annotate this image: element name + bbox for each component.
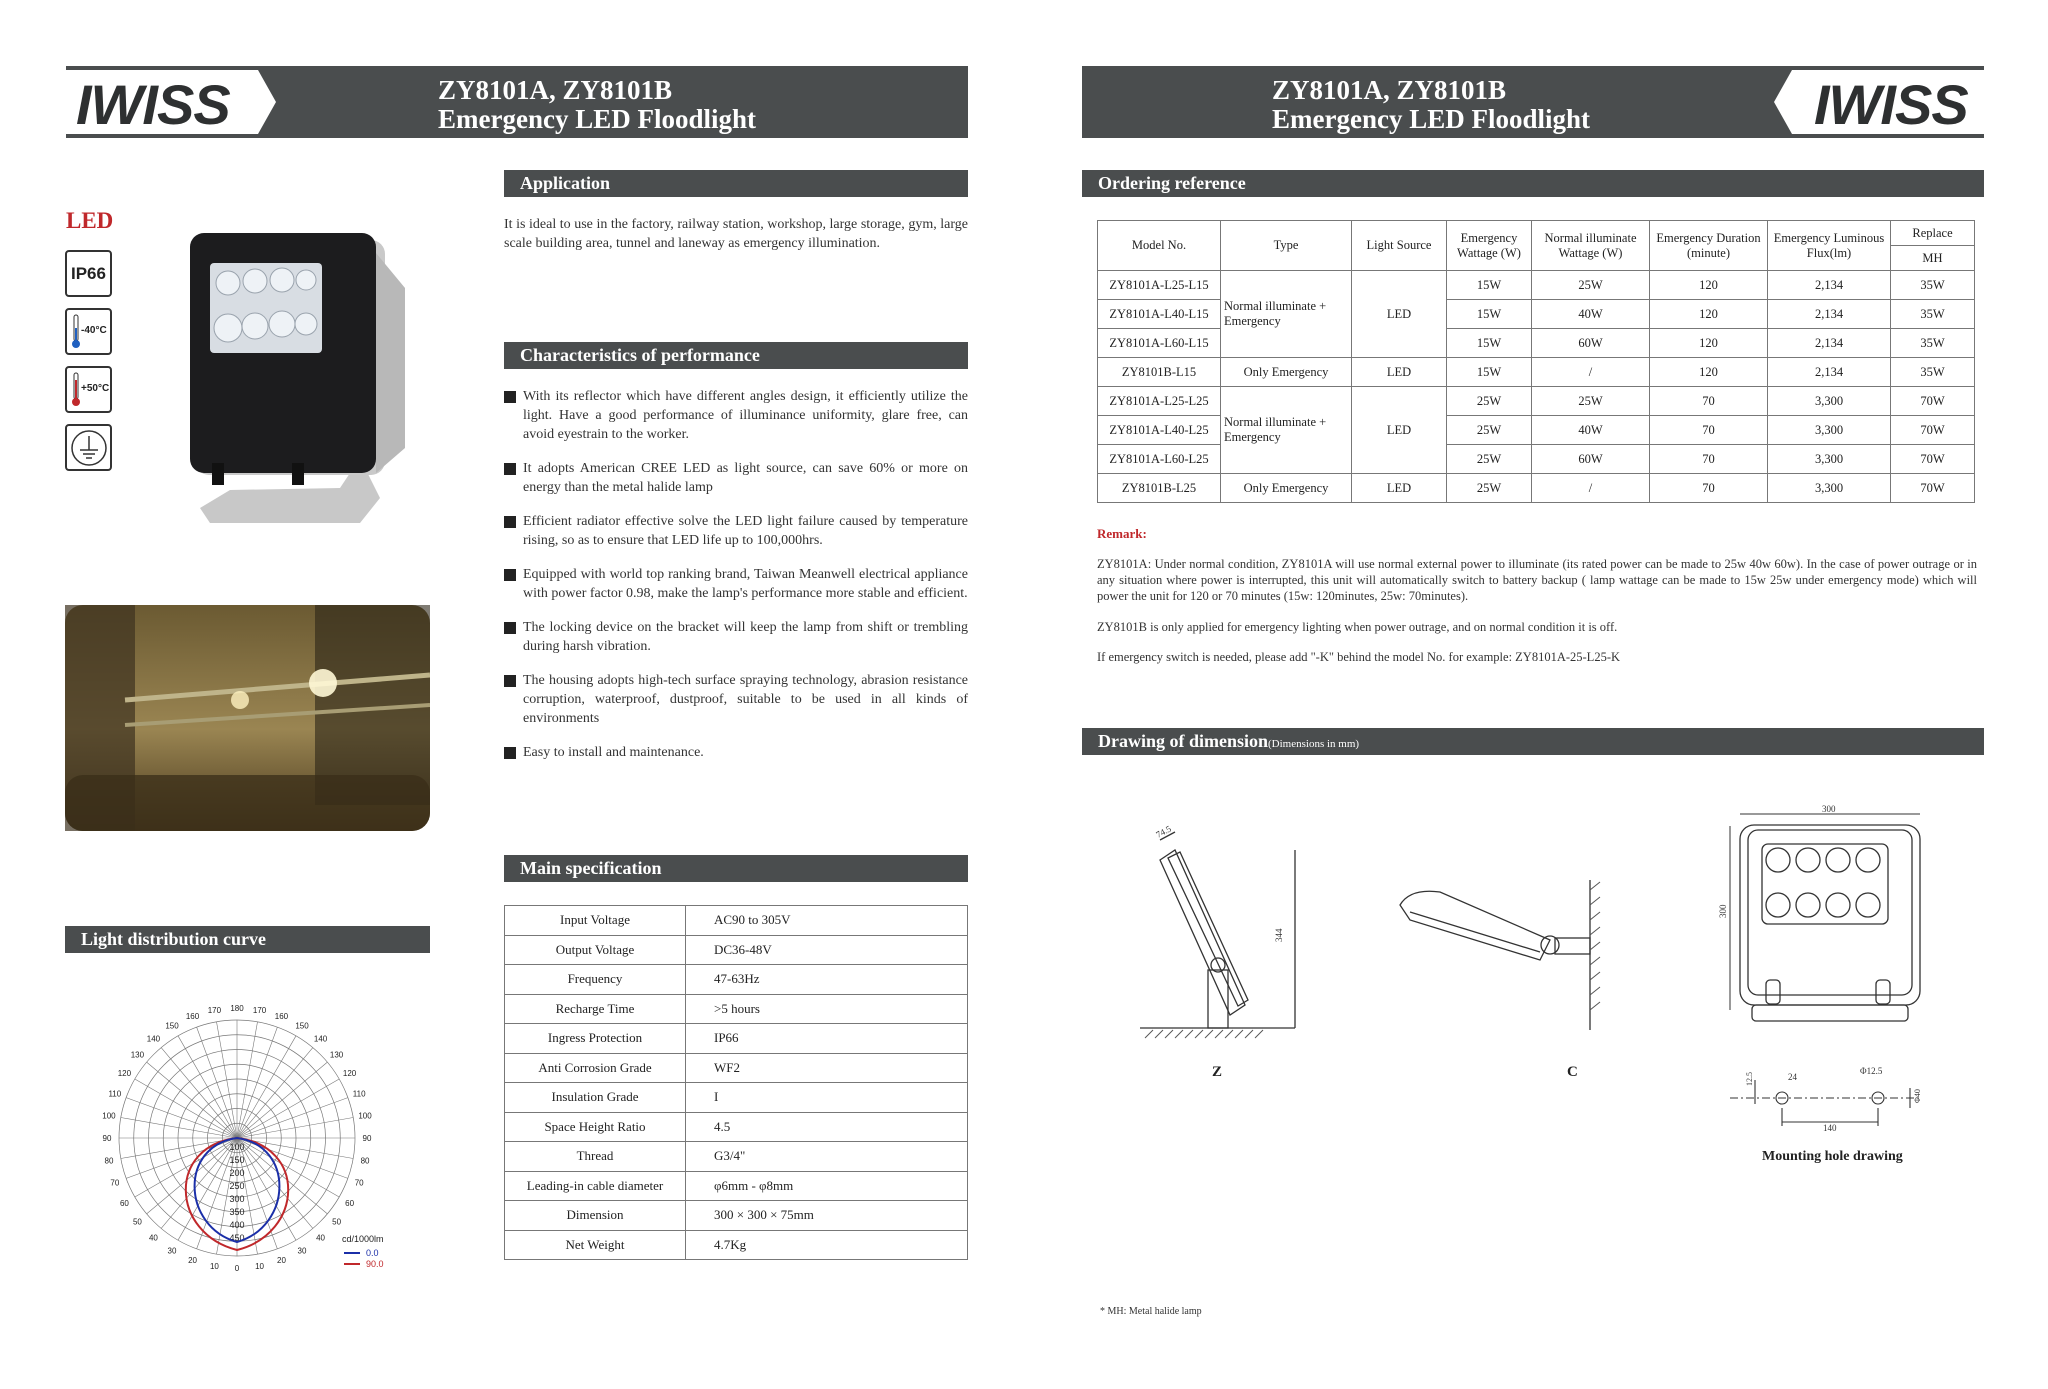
- type-cell: Normal illuminate + Emergency: [1221, 387, 1352, 474]
- polar-angle-label: 60: [345, 1199, 355, 1208]
- col-replace: Replace: [1891, 221, 1975, 246]
- high-temp-badge: +50°C: [65, 366, 112, 413]
- polar-angle-label: 110: [108, 1089, 122, 1099]
- list-item: It adopts American CREE LED as light source, can save 60% or more on energy than the metal halide lamp: [504, 459, 968, 497]
- table-row: [505, 965, 968, 995]
- polar-angle-label: 120: [342, 1069, 357, 1078]
- spec-value: 300 × 300 × 75mm: [686, 1201, 968, 1231]
- col-duration: Emergency Duration (minute): [1650, 221, 1768, 271]
- polar-radial-label: 200: [229, 1168, 245, 1178]
- spec-key: Dimension: [505, 1201, 686, 1231]
- polar-angle-label: 30: [297, 1246, 307, 1256]
- table-row: [1098, 271, 1975, 300]
- polar-angle-label: 100: [358, 1111, 372, 1121]
- led-label: LED: [66, 208, 114, 233]
- polar-angle-label: 50: [332, 1217, 342, 1227]
- polar-radial-label: 350: [229, 1207, 245, 1217]
- source-cell: LED: [1352, 358, 1447, 387]
- main-spec-table: [504, 905, 968, 1260]
- spec-key: Thread: [505, 1142, 686, 1172]
- ordering-section-header: Ordering reference: [1082, 170, 1984, 197]
- value-cell: 25W: [1447, 387, 1532, 416]
- source-cell: LED: [1352, 387, 1447, 474]
- col-norm-watt: Normal illuminate Wattage (W): [1532, 221, 1650, 271]
- polar-angle-label: 10: [209, 1262, 219, 1272]
- main-spec-section-header: Main specification: [504, 855, 968, 882]
- value-cell: /: [1532, 358, 1650, 387]
- polar-angle-label: 130: [130, 1050, 145, 1060]
- value-cell: 40W: [1532, 416, 1650, 445]
- polar-angle-label: 90: [362, 1134, 372, 1143]
- value-cell: 70W: [1891, 416, 1975, 445]
- polar-angle-label: 170: [252, 1005, 267, 1015]
- value-cell: 25W: [1532, 387, 1650, 416]
- polar-angle-label: 90: [102, 1134, 112, 1143]
- polar-angle-label: 80: [104, 1156, 114, 1166]
- value-cell: 70: [1650, 474, 1768, 503]
- spec-key: Recharge Time: [505, 994, 686, 1024]
- spec-value: IP66: [686, 1024, 968, 1054]
- value-cell: 3,300: [1768, 474, 1891, 503]
- spec-key: Input Voltage: [505, 906, 686, 936]
- value-cell: 25W: [1532, 271, 1650, 300]
- legend-label: 0.0: [366, 1248, 379, 1258]
- type-cell: Normal illuminate + Emergency: [1221, 271, 1352, 358]
- side-view-c-drawing: [1390, 870, 1615, 1035]
- application-section-header: Application: [504, 170, 968, 197]
- value-cell: 2,134: [1768, 300, 1891, 329]
- model-cell: ZY8101A-L25-L15: [1098, 271, 1221, 300]
- spec-key: Insulation Grade: [505, 1083, 686, 1113]
- dim-24-label: 24: [1788, 1072, 1797, 1082]
- list-item: The locking device on the bracket will keep the lamp from shift or trembling during harsh vibration.: [504, 618, 968, 656]
- value-cell: 15W: [1447, 271, 1532, 300]
- polar-angle-label: 40: [148, 1233, 158, 1243]
- value-cell: 15W: [1447, 358, 1532, 387]
- list-item: Efficient radiator effective solve the LED light failure caused by temperature rising, so as to ensure that LED life up to 100,000hrs.: [504, 512, 968, 550]
- type-cell: Only Emergency: [1221, 474, 1352, 503]
- polar-radial-label: 300: [229, 1194, 245, 1204]
- dim-phi-12-5-label: Φ12.5: [1860, 1066, 1883, 1076]
- spec-value: φ6mm - φ8mm: [686, 1171, 968, 1201]
- application-text: It is ideal to use in the factory, railway station, workshop, large storage, gym, large scale building area, tunnel and laneway as emergency illumination.: [504, 217, 968, 251]
- ground-symbol-icon: [69, 428, 109, 468]
- polar-angle-label: 130: [329, 1050, 344, 1060]
- model-cell: ZY8101B-L15: [1098, 358, 1221, 387]
- list-item: The housing adopts high-tech surface spraying technology, abrasion resistance corruption, waterproof, dustproof, suitable to be used in all kinds of environments: [504, 671, 968, 728]
- model-cell: ZY8101A-L40-L25: [1098, 416, 1221, 445]
- dim-344-label: 344: [1274, 928, 1284, 942]
- polar-angle-label: 100: [102, 1111, 116, 1121]
- ip-rating-badge: IP66: [65, 250, 112, 297]
- model-cell: ZY8101A-L25-L25: [1098, 387, 1221, 416]
- col-mh: MH: [1891, 246, 1975, 271]
- right-header-title: ZY8101A, ZY8101B Emergency LED Floodlight: [1272, 75, 1590, 134]
- drawing-section-header: Drawing of dimension(Dimensions in mm): [1082, 728, 1984, 755]
- polar-angle-label: 20: [277, 1256, 286, 1266]
- left-header-title: ZY8101A, ZY8101B Emergency LED Floodlight: [438, 75, 756, 134]
- value-cell: 120: [1650, 300, 1768, 329]
- value-cell: 3,300: [1768, 416, 1891, 445]
- characteristics-section-header: Characteristics of performance: [504, 342, 968, 369]
- polar-angle-label: 120: [117, 1069, 132, 1078]
- spec-key: Leading-in cable diameter: [505, 1171, 686, 1201]
- model-cell: ZY8101A-L60-L25: [1098, 445, 1221, 474]
- value-cell: 25W: [1447, 474, 1532, 503]
- dim-74-5-label: 74.5: [1154, 823, 1173, 840]
- mounting-hole-drawing: [1730, 1058, 1930, 1138]
- dim-12-5-label: 12.5: [1745, 1072, 1754, 1086]
- polar-angle-label: 140: [146, 1034, 161, 1044]
- ordering-table: [1097, 220, 1975, 503]
- spec-key: Anti Corrosion Grade: [505, 1053, 686, 1083]
- polar-angle-label: 60: [119, 1199, 129, 1208]
- polar-angle-label: 170: [207, 1005, 222, 1015]
- table-row: [505, 1142, 968, 1172]
- factory-scene-photo: [65, 605, 430, 831]
- polar-angle-label: 80: [360, 1156, 370, 1166]
- value-cell: 70: [1650, 387, 1768, 416]
- polar-angle-label: 30: [167, 1246, 177, 1256]
- col-flux: Emergency Luminous Flux(lm): [1768, 221, 1891, 271]
- footnote-mh: * MH: Metal halide lamp: [1100, 1306, 1202, 1317]
- spec-value: >5 hours: [686, 994, 968, 1024]
- value-cell: 70W: [1891, 445, 1975, 474]
- spec-value: AC90 to 305V: [686, 906, 968, 936]
- model-cell: ZY8101A-L60-L15: [1098, 329, 1221, 358]
- side-view-z-drawing: [1140, 820, 1310, 1050]
- list-item: Easy to install and maintenance.: [504, 743, 968, 762]
- list-item: Equipped with world top ranking brand, Taiwan Meanwell electrical appliance with power factor 0.98, make the lamp's performance more stable and efficient.: [504, 565, 968, 603]
- source-cell: LED: [1352, 271, 1447, 358]
- spec-key: Net Weight: [505, 1230, 686, 1260]
- value-cell: 120: [1650, 271, 1768, 300]
- ground-badge: [65, 424, 112, 471]
- value-cell: 2,134: [1768, 358, 1891, 387]
- low-temp-badge: -40°C: [65, 308, 112, 355]
- polar-radial-label: 250: [229, 1181, 245, 1191]
- col-source: Light Source: [1352, 221, 1447, 271]
- table-row: [505, 935, 968, 965]
- polar-angle-label: 10: [255, 1262, 265, 1272]
- table-row: [505, 994, 968, 1024]
- view-z-label: Z: [1212, 1064, 1223, 1080]
- spec-value: G3/4": [686, 1142, 968, 1172]
- table-row: [505, 1201, 968, 1231]
- table-row: [1098, 387, 1975, 416]
- product-floodlight-image: [190, 228, 410, 523]
- light-distribution-polar-chart: [92, 990, 412, 1280]
- value-cell: 3,300: [1768, 445, 1891, 474]
- dim-300-width-label: 300: [1822, 804, 1836, 814]
- polar-angle-label: 140: [313, 1034, 328, 1044]
- remark-paragraph-2: ZY8101B is only applied for emergency lighting when power outrage, and on normal condition it is off.: [1097, 620, 1618, 634]
- value-cell: 120: [1650, 358, 1768, 387]
- source-cell: LED: [1352, 474, 1447, 503]
- type-cell: Only Emergency: [1221, 358, 1352, 387]
- table-row: [505, 1230, 968, 1260]
- polar-radial-label: 450: [229, 1233, 245, 1243]
- col-model: Model No.: [1098, 221, 1221, 271]
- spec-value: 4.7Kg: [686, 1230, 968, 1260]
- value-cell: 2,134: [1768, 271, 1891, 300]
- value-cell: 35W: [1891, 300, 1975, 329]
- spec-value: WF2: [686, 1053, 968, 1083]
- value-cell: 25W: [1447, 416, 1532, 445]
- table-row: [505, 1112, 968, 1142]
- col-type: Type: [1221, 221, 1352, 271]
- spec-key: Output Voltage: [505, 935, 686, 965]
- value-cell: 2,134: [1768, 329, 1891, 358]
- dim-phi-40-label: Φ40: [1913, 1089, 1922, 1103]
- value-cell: 70W: [1891, 474, 1975, 503]
- dim-300-height-label: 300: [1718, 904, 1728, 918]
- polar-angle-label: 160: [185, 1011, 200, 1021]
- spec-value: DC36-48V: [686, 935, 968, 965]
- remark-paragraph-3: If emergency switch is needed, please add "-K" behind the model No. for example: ZY8101A-25-L25-K: [1097, 650, 1621, 664]
- polar-radial-label: 150: [229, 1155, 245, 1165]
- mounting-hole-caption: Mounting hole drawing: [1762, 1149, 1903, 1164]
- value-cell: 35W: [1891, 329, 1975, 358]
- table-row: [505, 1171, 968, 1201]
- spec-value: I: [686, 1083, 968, 1113]
- polar-unit-label: cd/1000lm: [342, 1234, 384, 1244]
- model-cell: ZY8101A-L40-L15: [1098, 300, 1221, 329]
- value-cell: /: [1532, 474, 1650, 503]
- brand-logo: IWISS: [76, 73, 230, 136]
- value-cell: 35W: [1891, 271, 1975, 300]
- value-cell: 15W: [1447, 329, 1532, 358]
- table-row: [505, 1024, 968, 1054]
- value-cell: 70: [1650, 445, 1768, 474]
- value-cell: 15W: [1447, 300, 1532, 329]
- table-row: [505, 906, 968, 936]
- view-c-label: C: [1567, 1064, 1578, 1080]
- polar-angle-label: 70: [354, 1178, 364, 1188]
- dim-140-label: 140: [1823, 1123, 1837, 1133]
- polar-angle-label: 160: [274, 1011, 289, 1021]
- remark-paragraph-1: ZY8101A: Under normal condition, ZY8101A will use normal external power to illuminate (its rated power can be made to 25w 40w 60w). In the case of power outrage or in any situation where power is interrupted, this unit will automatically switch to battery backup ( lamp wattage can be made to 15w 25w under emergency mode) which will power the unit for 120 or 70 minutes (15w: 120minutes, 25w: 70minutes).: [1097, 557, 1977, 603]
- value-cell: 60W: [1532, 329, 1650, 358]
- polar-angle-label: 150: [165, 1021, 179, 1031]
- spec-value: 47-63Hz: [686, 965, 968, 995]
- list-item: With its reflector which have different angles design, it efficiently utilize the light. Have a good performance of illuminance uniformity, glare free, can avoid eyestrain to the worker.: [504, 387, 968, 444]
- spec-value: 4.5: [686, 1112, 968, 1142]
- polar-angle-label: 40: [316, 1233, 326, 1243]
- spec-key: Space Height Ratio: [505, 1112, 686, 1142]
- value-cell: 60W: [1532, 445, 1650, 474]
- light-distribution-section-header: Light distribution curve: [65, 926, 430, 953]
- value-cell: 35W: [1891, 358, 1975, 387]
- value-cell: 25W: [1447, 445, 1532, 474]
- remark-title: Remark:: [1097, 526, 1147, 541]
- polar-angle-label: 0: [234, 1264, 240, 1273]
- characteristics-list: [504, 387, 968, 777]
- polar-radial-label: 400: [229, 1220, 245, 1230]
- polar-angle-label: 50: [132, 1217, 142, 1227]
- value-cell: 120: [1650, 329, 1768, 358]
- model-cell: ZY8101B-L25: [1098, 474, 1221, 503]
- polar-angle-label: 150: [295, 1021, 309, 1031]
- table-row: [505, 1083, 968, 1113]
- value-cell: 3,300: [1768, 387, 1891, 416]
- value-cell: 70: [1650, 416, 1768, 445]
- polar-angle-label: 180: [230, 1004, 244, 1013]
- legend-label: 90.0: [366, 1259, 384, 1269]
- col-em-watt: Emergency Wattage (W): [1447, 221, 1532, 271]
- table-row: [1098, 474, 1975, 503]
- spec-key: Ingress Protection: [505, 1024, 686, 1054]
- polar-angle-label: 70: [110, 1178, 120, 1188]
- table-row: [1098, 358, 1975, 387]
- polar-radial-label: 100: [229, 1142, 245, 1152]
- brand-logo-right: IWISS: [1814, 73, 1968, 136]
- table-row: [505, 1053, 968, 1083]
- value-cell: 70W: [1891, 387, 1975, 416]
- polar-angle-label: 110: [352, 1089, 366, 1099]
- spec-key: Frequency: [505, 965, 686, 995]
- polar-angle-label: 20: [188, 1256, 197, 1266]
- value-cell: 40W: [1532, 300, 1650, 329]
- front-view-drawing: [1710, 800, 1930, 1040]
